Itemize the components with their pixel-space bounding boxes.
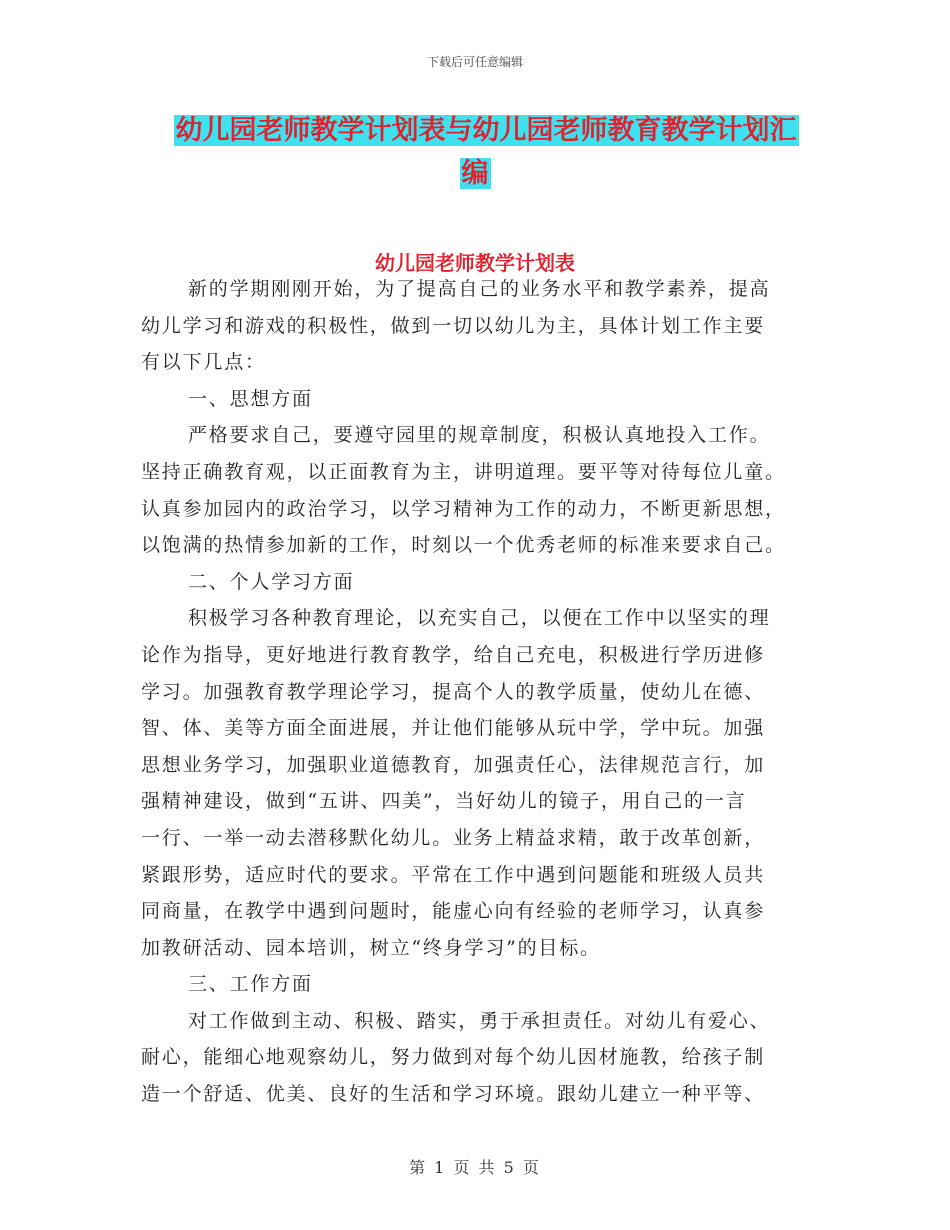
- document-title-line-1: [0, 113, 950, 149]
- body-line: 以饱满的热情参加新的工作，时刻以一个优秀老师的标准来要求自己。: [141, 534, 786, 557]
- body-line: 论作为指导，更好地进行教育教学，给自己充电，积极进行学历进修: [141, 643, 766, 666]
- body-line: 三、工作方面: [188, 973, 313, 996]
- body-line: 对工作做到主动、积极、踏实，勇于承担责任。对幼儿有爱心、: [188, 1009, 771, 1032]
- body-line: 认真参加园内的政治学习，以学习精神为工作的动力，不断更新思想，: [141, 497, 786, 520]
- body-line: 有以下几点：: [141, 351, 266, 374]
- body-line: 加教研活动、园本培训，树立“终身学习”的目标。: [141, 936, 601, 959]
- body-line: 同商量，在教学中遇到问题时，能虚心向有经验的老师学习，认真参: [141, 900, 766, 923]
- document-title-line-1-text: 幼儿园老师教学计划表与幼儿园老师教育教学计划汇: [175, 115, 797, 146]
- body-line: 智、体、美等方面全面进展，并让他们能够从玩中学，学中玩。加强: [141, 717, 766, 740]
- body-line: 一、思想方面: [188, 387, 313, 410]
- body-line: 一行、一举一动去潜移默化幼儿。业务上精益求精，敢于改革创新，: [141, 826, 766, 849]
- body-line: 幼儿学习和游戏的积极性，做到一切以幼儿为主，具体计划工作主要: [141, 314, 766, 337]
- body-line: 二、个人学习方面: [188, 570, 355, 593]
- body-text: [141, 271, 811, 1113]
- page-header-note: 下载后可任意编辑: [426, 55, 523, 69]
- document-title-line-2-text: 编: [461, 158, 489, 189]
- body-line: 耐心，能细心地观察幼儿，努力做到对每个幼儿因材施教，给孩子制: [141, 1046, 766, 1069]
- page-number: 第 1 页 共 5 页: [409, 1158, 541, 1177]
- body-line: 造一个舒适、优美、良好的生活和学习环境。跟幼儿建立一种平等、: [141, 1083, 766, 1106]
- body-line: 新的学期刚刚开始，为了提高自己的业务水平和教学素养，提高: [188, 278, 771, 300]
- document-title-line-2: [0, 156, 950, 192]
- body-line: 学习。加强教育教学理论学习，提高个人的教学质量，使幼儿在德、: [141, 680, 766, 703]
- body-line: 坚持正确教育观，以正面教育为主，讲明道理。要平等对待每位儿童。: [141, 460, 786, 483]
- body-line: 思想业务学习，加强职业道德教育，加强责任心，法律规范言行，加: [141, 753, 766, 776]
- body-line: 强精神建设，做到“五讲、四美”，当好幼儿的镜子，用自己的一言: [141, 790, 747, 813]
- section-subtitle: 幼儿园老师教学计划表: [375, 251, 575, 275]
- body-line: 积极学习各种教育理论，以充实自己，以便在工作中以坚实的理: [188, 607, 771, 630]
- body-line: 紧跟形势，适应时代的要求。平常在工作中遇到问题能和班级人员共: [141, 863, 766, 886]
- body-line: 严格要求自己，要遵守园里的规章制度，积极认真地投入工作。: [188, 424, 771, 447]
